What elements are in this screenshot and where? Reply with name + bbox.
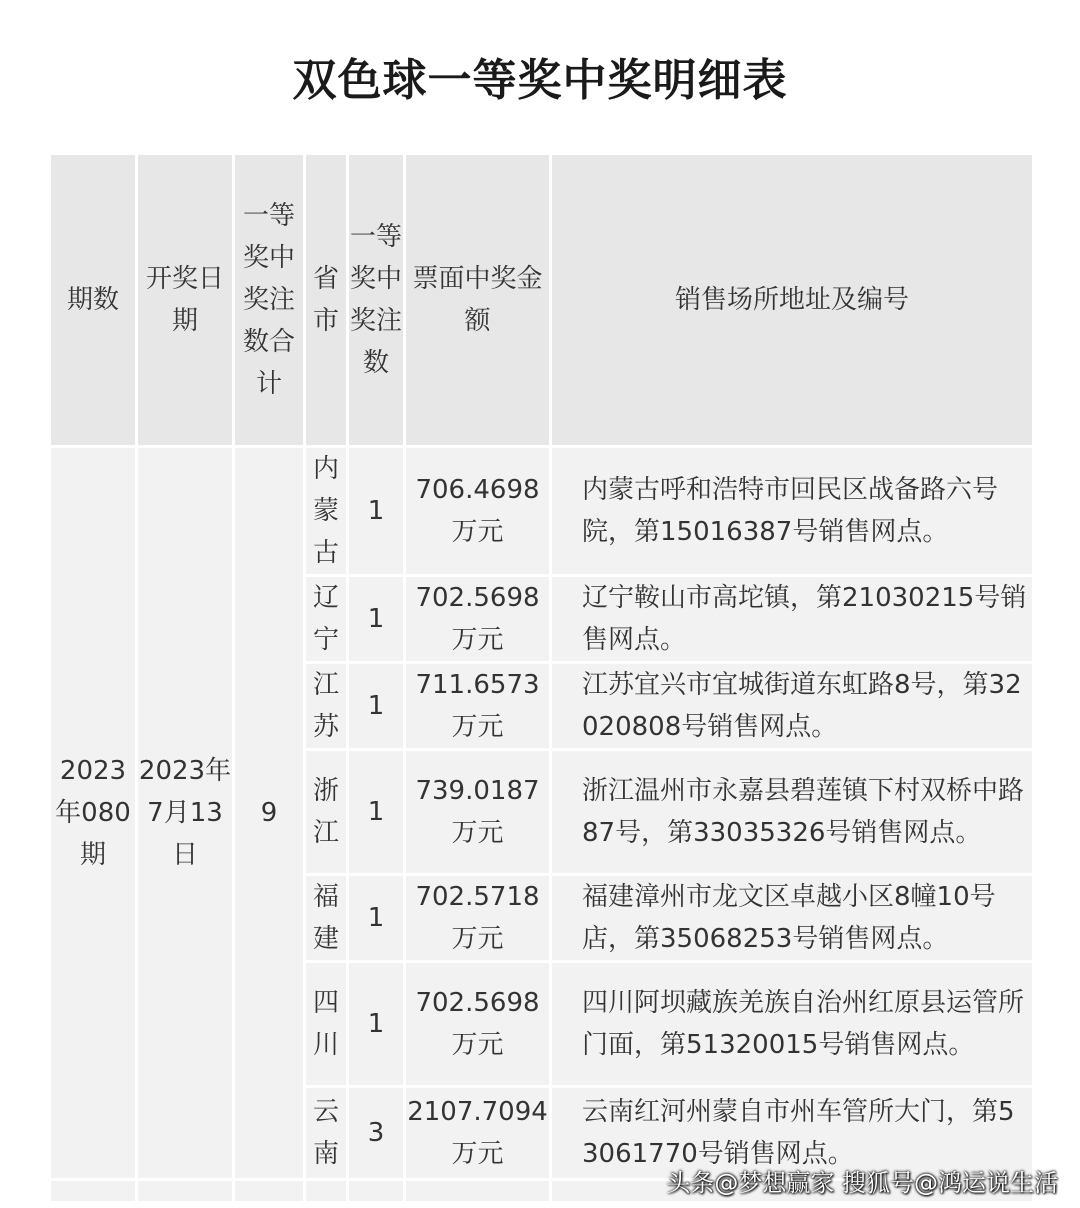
header-total-winners: 一等奖中奖注数合计 bbox=[235, 155, 303, 445]
address-cell: 浙江温州市永嘉县碧莲镇下村双桥中路87号，第33035326号销售网点。 bbox=[552, 751, 1032, 873]
province-cell: 四川 bbox=[306, 963, 346, 1085]
table-header-row bbox=[51, 155, 1032, 445]
header-draw-date: 开奖日期 bbox=[138, 155, 232, 445]
address-cell: 云南红河州蒙自市州车管所大门，第53061770号销售网点。 bbox=[552, 1088, 1032, 1178]
winners-table bbox=[48, 152, 1035, 1204]
address-cell: 江苏宜兴市宜城街道东虹路8号，第32020808号销售网点。 bbox=[552, 664, 1032, 748]
address-cell: 辽宁鞍山市高坨镇，第21030215号销售网点。 bbox=[552, 577, 1032, 661]
amount-cell: 706.4698万元 bbox=[406, 448, 549, 574]
winners-cell: 3 bbox=[349, 1088, 403, 1178]
header-address: 销售场所地址及编号 bbox=[552, 155, 1032, 445]
header-amount: 票面中奖金额 bbox=[406, 155, 549, 445]
province-cell: 云南 bbox=[306, 1088, 346, 1178]
province-cell: 浙江 bbox=[306, 751, 346, 873]
amount-cell: 711.6573万元 bbox=[406, 664, 549, 748]
amount-cell: 2107.7094万元 bbox=[406, 1088, 549, 1178]
province-cell: 江苏 bbox=[306, 664, 346, 748]
amount-cell: 702.5698万元 bbox=[406, 577, 549, 661]
province-cell: 辽宁 bbox=[306, 577, 346, 661]
page-title: 双色球一等奖中奖明细表 bbox=[292, 55, 788, 106]
address-cell: 四川阿坝藏族羌族自治州红原县运管所门面，第51320015号销售网点。 bbox=[552, 963, 1032, 1085]
winners-cell: 1 bbox=[349, 876, 403, 960]
province-cell: 福建 bbox=[306, 876, 346, 960]
amount-cell: 702.5698万元 bbox=[406, 963, 549, 1085]
watermark: 头条@梦想赢家 搜狐号@鸿运说生活 bbox=[666, 1169, 1058, 1197]
period-cell: 2023年080期 bbox=[51, 448, 135, 1178]
province-cell: 内蒙古 bbox=[306, 448, 346, 574]
winners-cell: 1 bbox=[349, 963, 403, 1085]
winners-cell: 1 bbox=[349, 664, 403, 748]
address-cell: 福建漳州市龙文区卓越小区8幢10号店，第35068253号销售网点。 bbox=[552, 876, 1032, 960]
winners-cell: 1 bbox=[349, 448, 403, 574]
total-winners-cell: 9 bbox=[235, 448, 303, 1178]
winners-cell: 1 bbox=[349, 577, 403, 661]
amount-cell: 739.0187万元 bbox=[406, 751, 549, 873]
header-province: 省市 bbox=[306, 155, 346, 445]
table-row bbox=[51, 448, 1032, 574]
address-cell: 内蒙古呼和浩特市回民区战备路六号院，第15016387号销售网点。 bbox=[552, 448, 1032, 574]
draw-date-cell: 2023年7月13日 bbox=[138, 448, 232, 1178]
header-winners: 一等奖中奖注数 bbox=[349, 155, 403, 445]
amount-cell: 702.5718万元 bbox=[406, 876, 549, 960]
winners-cell: 1 bbox=[349, 751, 403, 873]
header-period: 期数 bbox=[51, 155, 135, 445]
